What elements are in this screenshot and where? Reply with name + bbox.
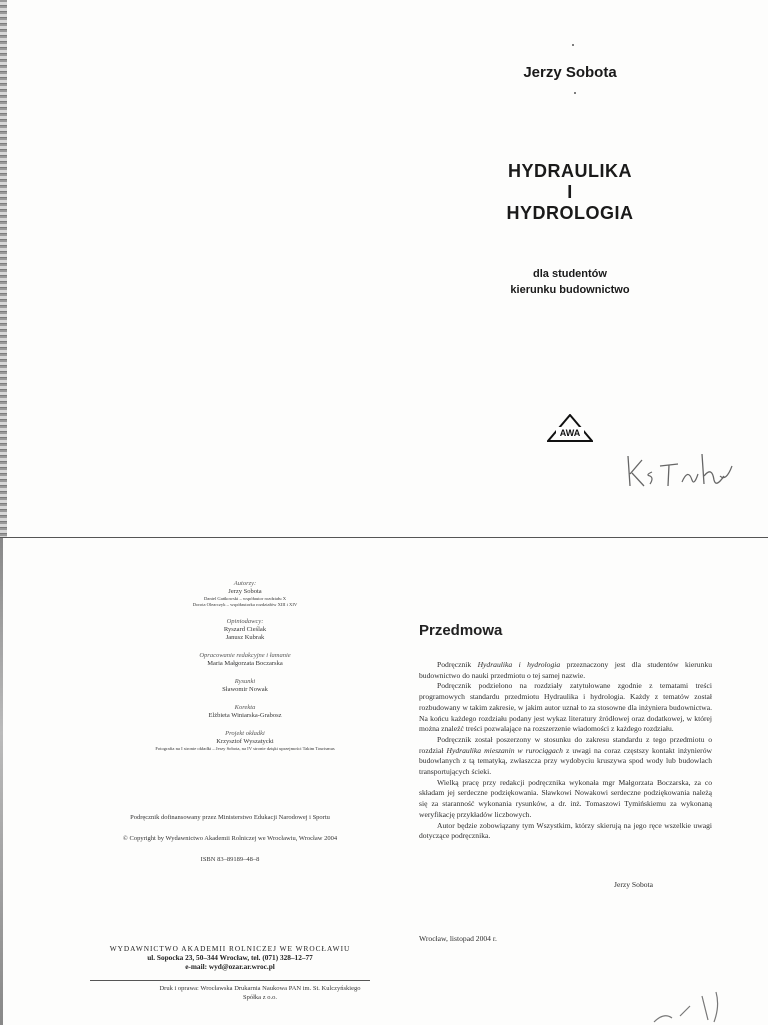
pen-mark-icon xyxy=(650,986,740,1025)
subtitle-line: kierunku budownictwo xyxy=(510,284,630,296)
copyright-note: © Copyright by Wydawnictwo Akademii Rolniczej we Wrocławiu, Wrocław 2004 xyxy=(122,835,338,842)
reviewers-label: Opiniodawcy: xyxy=(226,618,264,625)
preface-paragraph: Podręcznik został poszerzony w stosunku do zakresu standardu z tego przedmiotu o rozdział Hydraulika mieszanin w rurociągach z uwagi na coraz częstszy kontakt inżynierów budowlanych z tą tematyką, zwłaszcza przy wydobyciu kruszywa spod wody lub budowlach transportujących ścieki. xyxy=(419,734,712,777)
preface-paragraph: Wielką pracę przy redakcji podręcznika wykonała mgr Małgorzata Boczarska, za co składam jej serdeczne podziękowania. Sławkowi Nowakowi serdeczne podziękowania należą się za staranność wykonania rysunków, a dr. inż. Tomaszowi Tymińskiemu za wykonaną weryfikację przykładów liczbowych. xyxy=(419,777,712,819)
editor-name: Maria Małgorzata Boczarska xyxy=(207,660,283,667)
printer-block xyxy=(140,985,380,1002)
publisher-name: WYDAWNICTWO AKADEMII ROLNICZEJ WE WROCŁAWIU xyxy=(109,944,351,953)
authors-label: Autorzy: xyxy=(233,580,257,587)
proofreading-label: Korekta xyxy=(234,704,256,711)
preface-paragraph: Autor będzie zobowiązany tym Wszystkim, którzy skierują na jego ręce wszelkie uwagi dotyczące podręcznika. xyxy=(419,820,712,841)
speck xyxy=(574,92,576,94)
isbn: ISBN 83–89189–48–8 xyxy=(200,856,260,863)
preface-paragraph: Podręcznik Hydraulika i hydrologia przeznaczony jest dla studentów kierunku budownictwo do nauki przedmiotu o tej samej nazwie. xyxy=(419,660,712,680)
illustrator-name: Sławomir Nowak xyxy=(222,686,268,693)
printer-line: Druk i oprawa: Wrocławska Drukarnia Naukowa PAN im. St. Kulczyńskiego xyxy=(159,985,361,992)
preface-signature: Jerzy Sobota xyxy=(614,880,654,889)
subtitle-line: dla studentów xyxy=(533,268,607,280)
credits-preface-spread xyxy=(0,537,768,1025)
binding-edge xyxy=(0,538,3,1025)
coauthor-line: Daniel Gańkowski – współautor rozdziału X xyxy=(203,596,287,601)
drawings-label: Rysunki xyxy=(234,678,256,685)
publisher-address: ul. Sopocka 23, 50–344 Wrocław, tel. (071) 328–12–77 xyxy=(147,953,313,962)
credits-block xyxy=(100,580,390,752)
printer-line: Spółka z o.o. xyxy=(243,993,277,1001)
speck xyxy=(572,44,574,46)
funding-note: Podręcznik dofinansowany przez Ministerstwo Edukacji Narodowej i Sportu xyxy=(130,814,330,821)
publisher-email: e-mail: wyd@ozar.ar.wroc.pl xyxy=(185,962,275,971)
preface-title: Przedmowa xyxy=(419,622,503,639)
binding-edge xyxy=(0,0,7,537)
publisher-block xyxy=(80,944,380,971)
reviewer-name: Janusz Kubrak xyxy=(225,634,265,641)
preface-date: Wrocław, listopad 2004 r. xyxy=(419,934,497,943)
proofreader-name: Elżbieta Winiarska-Grabosz xyxy=(208,712,282,719)
book-author: Jerzy Sobota xyxy=(523,64,617,81)
publisher-logo-icon xyxy=(547,414,593,442)
preface-body xyxy=(419,660,712,842)
book-subtitle xyxy=(460,266,680,298)
reviewer-name: Ryszard Cieślak xyxy=(223,626,267,633)
title-line: HYDRAULIKA xyxy=(508,161,632,181)
preface-paragraph: Podręcznik podzielono na rozdziały zatytułowane zgodnie z tematami treści programowych standardu przedmiotu Hydraulika i hydrologia. Każdy z tematów został rozbudowany w takim zakresie, w jakim autor uznał to za stosowne dla inżyniera budownictwa. Na końcu każdego rozdziału podany jest wykaz literatury źródłowej oraz dodatkowej, w której można znaleźć treści pozwalające na rozszerzenie wiadomości z każdego rozdziału. xyxy=(419,681,712,734)
editing-label: Opracowanie redakcyjne i łamanie xyxy=(199,652,291,659)
coauthor-line: Dorota Olearczyk – współautorka rozdziałów XIII i XIV xyxy=(192,602,298,607)
book-title xyxy=(460,161,680,224)
author-name: Jerzy Sobota xyxy=(228,588,262,595)
handwritten-signature-icon xyxy=(620,446,740,496)
logo-text: AWA xyxy=(559,428,581,438)
title-line: HYDROLOGIA xyxy=(506,203,634,223)
cover-design-label: Projekt okładki xyxy=(225,730,265,737)
divider xyxy=(90,980,370,981)
title-line: I xyxy=(567,182,573,202)
photo-credit: Fotografia na I stronie okładki – Jerzy Sobota, na IV stronie dzięki uprzejmości Takim Tourismus xyxy=(155,746,335,751)
cover-designer-name: Krzysztof Wyszatycki xyxy=(216,738,274,745)
